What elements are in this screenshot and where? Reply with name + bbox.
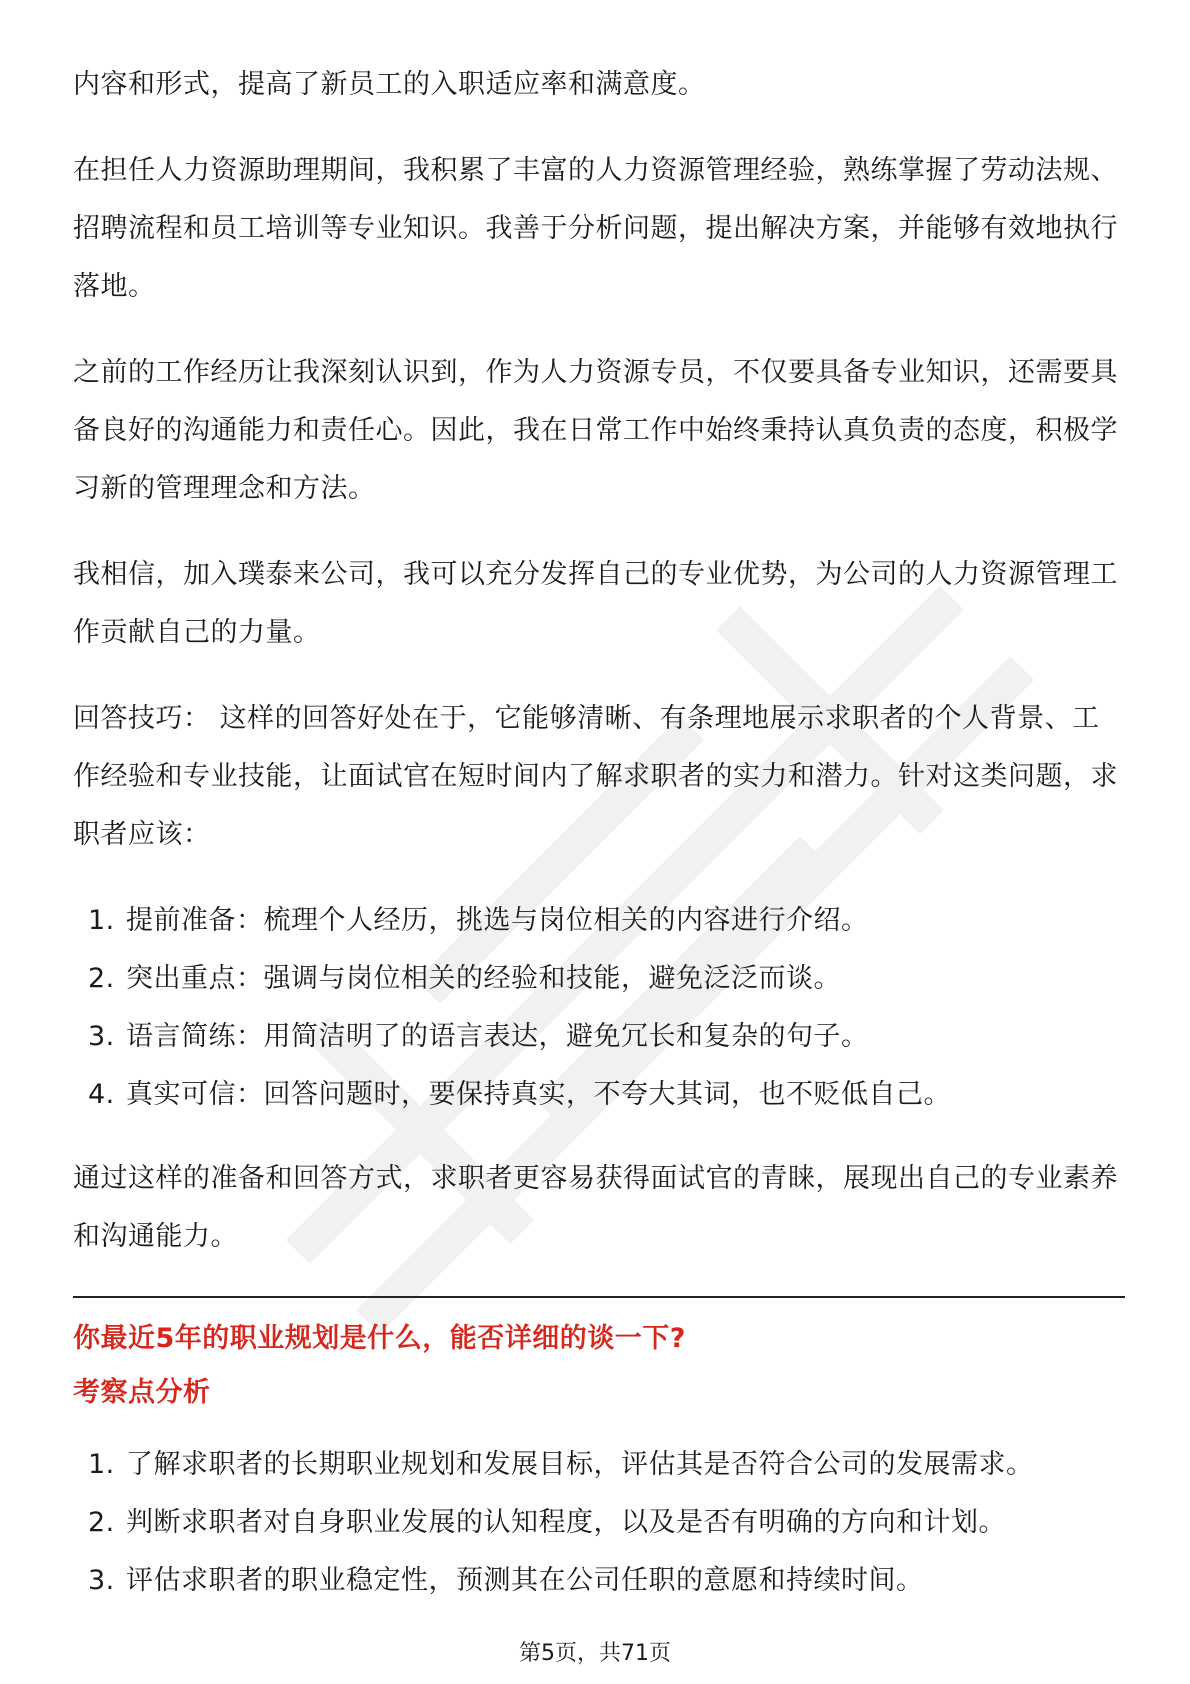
analysis-heading: 考察点分析	[73, 1377, 211, 1408]
document-page	[73, 56, 1123, 1636]
list-number: 2.	[88, 1507, 115, 1538]
list-item	[73, 1008, 1123, 1066]
list-number: 3.	[88, 1021, 115, 1052]
paragraph-belief: 我相信，加入璞泰来公司，我可以充分发挥自己的专业优势，为公司的人力资源管理工作贡献自己的力量。	[73, 559, 1118, 648]
list-item	[73, 1436, 1123, 1494]
list-number: 2.	[88, 963, 115, 994]
list-number: 4.	[88, 1079, 115, 1110]
paragraph-answer-tips: 回答技巧： 这样的回答好处在于，它能够清晰、有条理地展示求职者的个人背景、工作经验和专业技能，让面试官在短时间内了解求职者的实力和潜力。针对这类问题，求职者应该：	[73, 703, 1118, 850]
tips-list	[73, 892, 1123, 1124]
list-text: 真实可信：回答问题时，要保持真实，不夸大其词，也不贬低自己。	[126, 1079, 951, 1110]
list-text: 提前准备：梳理个人经历，挑选与岗位相关的内容进行介绍。	[126, 905, 869, 936]
list-item	[73, 950, 1123, 1008]
list-text: 了解求职者的长期职业规划和发展目标，评估其是否符合公司的发展需求。	[126, 1449, 1034, 1480]
list-item	[73, 1552, 1123, 1610]
section-divider	[73, 1296, 1125, 1298]
paragraph-intro-continuation: 内容和形式，提高了新员工的入职适应率和满意度。	[73, 69, 706, 100]
question-heading: 你最近5年的职业规划是什么，能否详细的谈一下?	[73, 1323, 686, 1354]
paragraph-experience: 在担任人力资源助理期间，我积累了丰富的人力资源管理经验，熟练掌握了劳动法规、招聘流程和员工培训等专业知识。我善于分析问题，提出解决方案，并能够有效地执行落地。	[73, 155, 1118, 302]
paragraph-realization: 之前的工作经历让我深刻认识到，作为人力资源专员，不仅要具备专业知识，还需要具备良好的沟通能力和责任心。因此，我在日常工作中始终秉持认真负责的态度，积极学习新的管理理念和方法。	[73, 357, 1118, 504]
list-text: 突出重点：强调与岗位相关的经验和技能，避免泛泛而谈。	[126, 963, 841, 994]
list-text: 评估求职者的职业稳定性，预测其在公司任职的意愿和持续时间。	[126, 1565, 924, 1596]
list-text: 判断求职者对自身职业发展的认知程度，以及是否有明确的方向和计划。	[126, 1507, 1006, 1538]
list-number: 1.	[88, 1449, 115, 1480]
list-item	[73, 1066, 1123, 1124]
list-text: 语言简练：用简洁明了的语言表达，避免冗长和复杂的句子。	[126, 1021, 869, 1052]
list-item	[73, 892, 1123, 950]
page-footer: 第5页，共71页	[519, 1641, 671, 1666]
list-number: 1.	[88, 905, 115, 936]
list-item	[73, 1494, 1123, 1552]
list-number: 3.	[88, 1565, 115, 1596]
analysis-list	[73, 1436, 1123, 1610]
paragraph-closing: 通过这样的准备和回答方式，求职者更容易获得面试官的青睐，展现出自己的专业素养和沟通能力。	[73, 1163, 1118, 1252]
